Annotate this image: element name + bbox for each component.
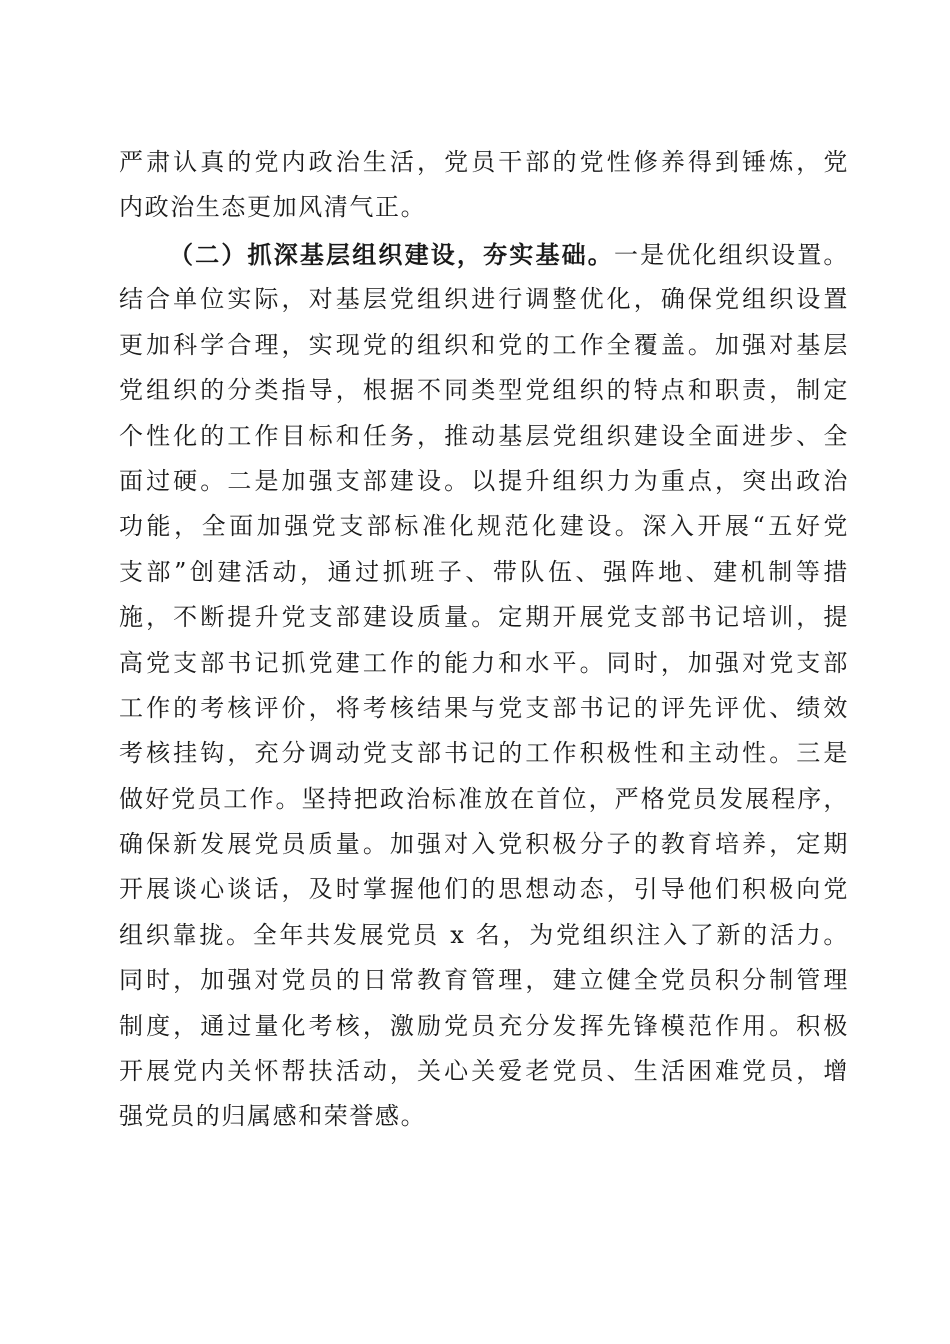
text-line: 党组织的分类指导，根据不同类型党组织的特点和职责，制定 [119, 376, 849, 405]
text-line: 强党员的归属感和荣誉感。 [119, 1102, 427, 1131]
text-line: 工作的考核评价，将考核结果与党支部书记的评先评优、绩效 [119, 693, 849, 722]
section-heading: （二）抓深基层组织建设，夯实基础。 [169, 240, 614, 269]
paragraph-1 [119, 140, 849, 231]
text-line: 更加科学合理，实现党的组织和党的工作全覆盖。加强对基层 [119, 330, 849, 359]
text-line: 内政治生态更加风清气正。 [119, 193, 427, 222]
text-line: 功能，全面加强党支部标准化规范化建设。深入开展“五好党 [119, 512, 849, 541]
text-line: 制度，通过量化考核，激励党员充分发挥先锋模范作用。积极 [119, 1011, 849, 1040]
text-line: 施，不断提升党支部建设质量。定期开展党支部书记培训，提 [119, 603, 849, 632]
text-line: 个性化的工作目标和任务，推动基层党组织建设全面进步、全 [119, 421, 849, 450]
text-line: 支部”创建活动，通过抓班子、带队伍、强阵地、建机制等措 [119, 557, 849, 586]
text-line: 组织靠拢。全年共发展党员 x 名，为党组织注入了新的活力。 [119, 920, 849, 949]
text-line: 高党支部书记抓党建工作的能力和水平。同时，加强对党支部 [119, 648, 849, 677]
text-line: 严肃认真的党内政治生活，党员干部的党性修养得到锤炼，党 [119, 148, 849, 176]
paragraph-first-line [119, 232, 849, 277]
text-line: 做好党员工作。坚持把政治标准放在首位，严格党员发展程序， [119, 784, 849, 813]
text-line: 确保新发展党员质量。加强对入党积极分子的教育培养，定期 [119, 830, 849, 859]
text-line: 同时，加强对党员的日常教育管理，建立健全党员积分制管理 [119, 966, 849, 995]
text-line: 开展党内关怀帮扶活动，关心关爱老党员、生活困难党员，增 [119, 1057, 849, 1086]
text-line: 开展谈心谈话，及时掌握他们的思想动态，引导他们积极向党 [119, 875, 849, 904]
paragraph-2 [119, 232, 849, 1140]
text-line: 结合单位实际，对基层党组织进行调整优化，确保党组织设置 [119, 285, 849, 314]
text-line: 考核挂钩，充分调动党支部书记的工作积极性和主动性。三是 [119, 739, 849, 768]
text-line: 面过硬。二是加强支部建设。以提升组织力为重点，突出政治 [119, 466, 849, 495]
text-segment: 一是优化组织设置。 [613, 241, 849, 269]
